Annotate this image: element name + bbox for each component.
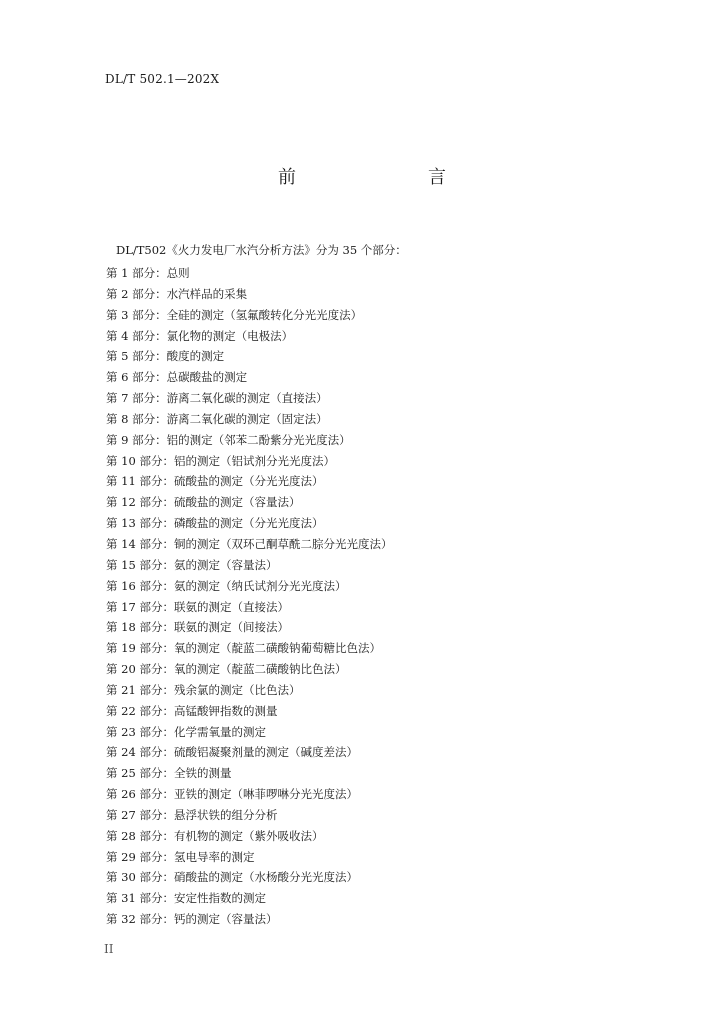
list-item: 第 29 部分：氢电导率的测定 [106, 849, 255, 864]
list-item: 第 22 部分：高锰酸钾指数的测量 [106, 703, 278, 718]
list-item: 第 6 部分：总碳酸盐的测定 [106, 370, 248, 385]
list-item: 第 16 部分：氨的测定（纳氏试剂分光光度法） [106, 578, 347, 593]
page-number: II [104, 942, 114, 956]
intro-paragraph: DL/T502《火力发电厂水汽分析方法》分为 35 个部分： [116, 243, 407, 257]
list-item: 第 13 部分：磷酸盐的测定（分光光度法） [106, 516, 324, 531]
list-item: 第 8 部分：游离二氧化碳的测定（固定法） [106, 411, 328, 426]
list-item: 第 26 部分：亚铁的测定（啉菲啰啉分光光度法） [106, 787, 358, 802]
list-item: 第 2 部分：水汽样品的采集 [106, 286, 248, 301]
list-item: 第 5 部分：酸度的测定 [106, 349, 225, 364]
list-item: 第 23 部分：化学需氧量的测定 [106, 724, 266, 739]
list-item: 第 10 部分：铝的测定（铝试剂分光光度法） [106, 453, 335, 468]
list-item: 第 4 部分：氯化物的测定（电极法） [106, 328, 294, 343]
list-item: 第 30 部分：硝酸盐的测定（水杨酸分光光度法） [106, 870, 358, 885]
list-item: 第 31 部分：安定性指数的测定 [106, 891, 266, 906]
list-item: 第 1 部分：总则 [106, 266, 190, 280]
list-item: 第 17 部分：联氨的测定（直接法） [106, 599, 289, 614]
list-item: 第 7 部分：游离二氧化碳的测定（直接法） [106, 391, 328, 406]
list-item: 第 11 部分：硫酸盐的测定（分光光度法） [106, 474, 324, 489]
list-item: 第 25 部分：全铁的测量 [106, 766, 232, 781]
page-title: 前 言 [278, 167, 478, 188]
list-item: 第 21 部分：残余氯的测定（比色法） [106, 682, 301, 697]
list-item: 第 28 部分：有机物的测定（紫外吸收法） [106, 828, 324, 843]
list-item: 第 3 部分：全硅的测定（氢氟酸转化分光光度法） [106, 307, 363, 322]
list-item: 第 9 部分：铝的测定（邻苯二酚紫分光光度法） [106, 432, 351, 447]
list-item: 第 18 部分：联氨的测定（间接法） [106, 620, 289, 635]
document-code: DL/T 502.1—202X [105, 72, 220, 86]
list-item: 第 12 部分：硫酸盐的测定（容量法） [106, 495, 301, 510]
list-item: 第 32 部分：钙的测定（容量法） [106, 912, 278, 927]
list-item: 第 24 部分：硫酸铝凝聚剂量的测定（碱度差法） [106, 745, 358, 760]
list-item: 第 14 部分：铜的测定（双环己酮草酰二腙分光光度法） [106, 536, 393, 551]
parts-list [106, 263, 392, 930]
list-item: 第 19 部分：氧的测定（靛蓝二磺酸钠葡萄糖比色法） [106, 641, 381, 656]
list-item: 第 15 部分：氨的测定（容量法） [106, 557, 278, 572]
list-item: 第 27 部分：悬浮状铁的组分分析 [106, 807, 278, 822]
list-item: 第 20 部分：氧的测定（靛蓝二磺酸钠比色法） [106, 662, 347, 677]
